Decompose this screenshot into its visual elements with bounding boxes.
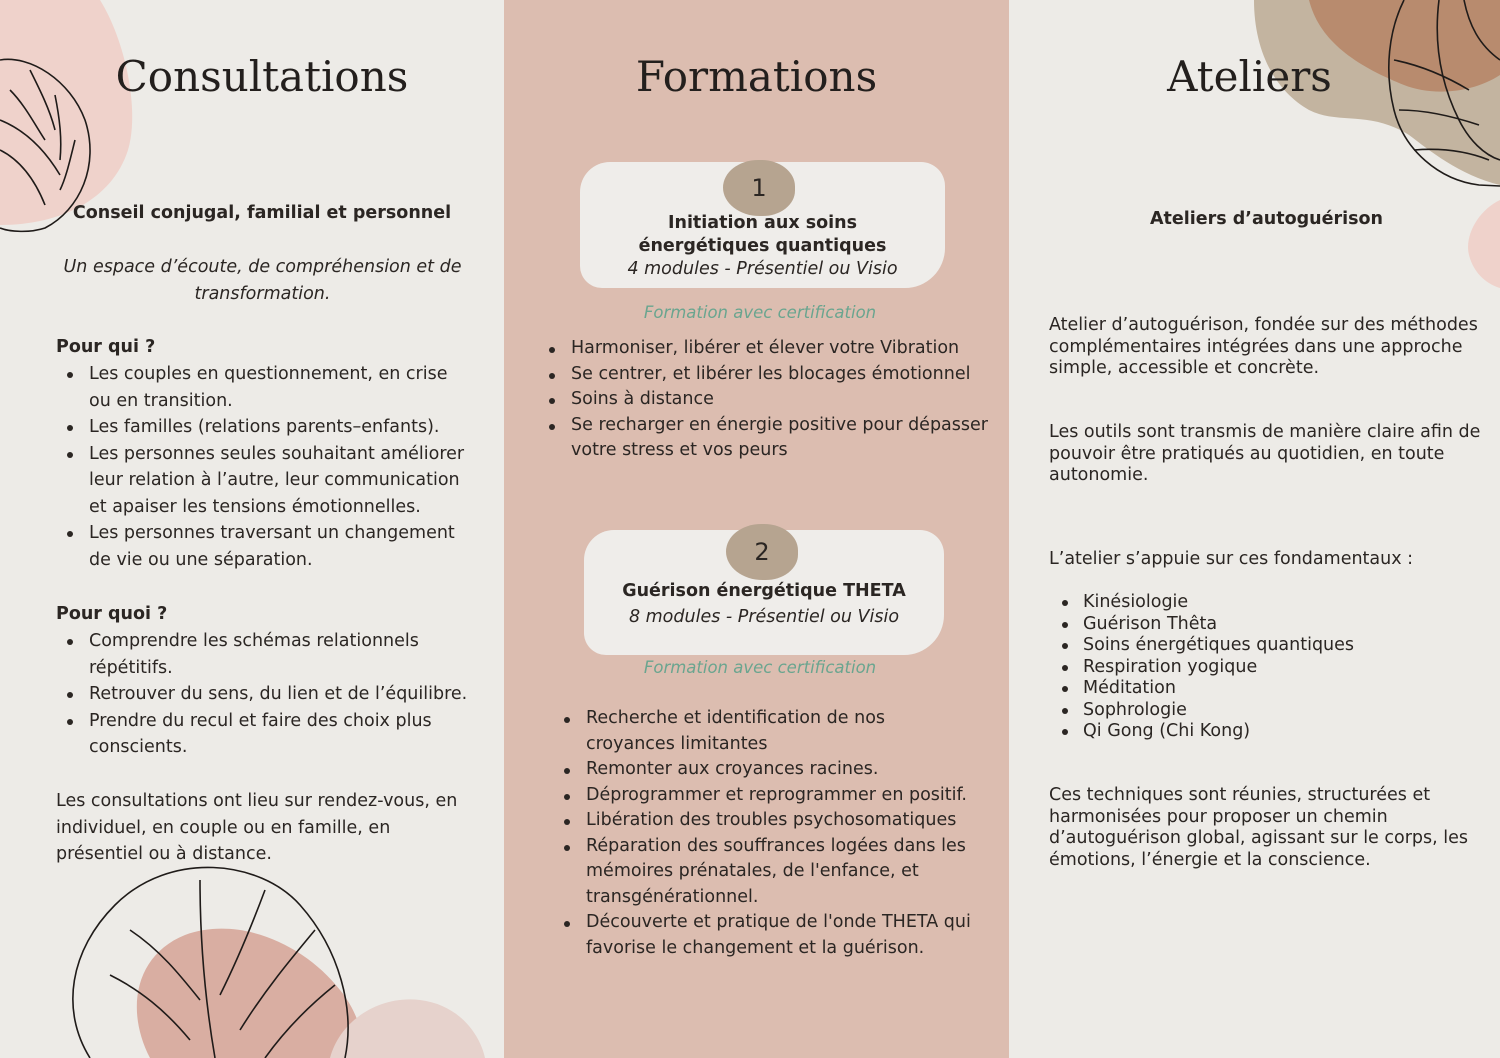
list-item: Harmoniser, libérer et élever votre Vibration — [538, 336, 988, 362]
paragraph: Atelier d’autoguérison, fondée sur des méthodes complémentaires intégrées dans une approche simple, accessible et concrète. — [1049, 315, 1478, 378]
page-title: Consultations — [115, 52, 409, 101]
list-item: Méditation — [1049, 678, 1469, 700]
paragraph: Les outils sont transmis de manière claire afin de pouvoir être pratiqués au quotidien, en toute autonomie. — [1049, 422, 1481, 485]
consultations-footer: Les consultations ont lieu sur rendez-vous, en individuel, en couple ou en famille, en présentiel ou à distance. — [56, 791, 458, 864]
section-subtitle: Conseil conjugal, familial et personnel — [72, 203, 452, 223]
list-item: Se centrer, et libérer les blocages émotionnel — [538, 362, 988, 388]
tagline: Un espace d’écoute, de compréhension et de transformation. — [63, 257, 462, 304]
course-title: Initiation aux soins énergétiques quantiques — [638, 213, 887, 256]
list-item: Kinésiologie — [1049, 592, 1469, 614]
formations-panel — [504, 0, 1009, 1058]
list-item: Découverte et pratique de l'onde THETA qui favorise le changement et la guérison. — [553, 910, 978, 961]
list-item: Les personnes seules souhaitant améliorer leur relation à l’autre, leur communication et apaiser les tensions émotionnelles. — [56, 441, 471, 521]
page-title: Formations — [635, 52, 878, 101]
list-item: Comprendre les schémas relationnels répétitifs. — [56, 628, 471, 681]
list-item: Se recharger en énergie positive pour dépasser votre stress et vos peurs — [538, 413, 988, 464]
course-title: Guérison énergétique THETA — [622, 581, 906, 601]
list-item: Les familles (relations parents–enfants). — [56, 414, 471, 441]
pink-blob-bottom — [137, 929, 362, 1058]
list-item: Retrouver du sens, du lien et de l’équilibre. — [56, 681, 471, 708]
list-item: Sophrologie — [1049, 700, 1469, 722]
course-modules: 4 modules - Présentiel ou Visio — [627, 259, 898, 279]
list-item: Remonter aux croyances racines. — [553, 757, 978, 783]
course-card-2 — [584, 530, 944, 655]
list-item: Qi Gong (Chi Kong) — [1049, 721, 1469, 743]
certification-label: Formation avec certification — [643, 658, 877, 677]
course-number-badge: 2 — [726, 524, 798, 580]
list-item: Les personnes traversant un changement de vie ou une séparation. — [56, 520, 471, 573]
certification-label: Formation avec certification — [643, 303, 877, 322]
paragraph: L’atelier s’appuie sur ces fondamentaux : — [1049, 549, 1414, 569]
page-title: Ateliers — [1167, 52, 1332, 101]
pour-quoi-list — [56, 628, 471, 761]
list-item: Prendre du recul et faire des choix plus conscients. — [56, 708, 471, 761]
course-card-1 — [580, 162, 945, 288]
course-1-list — [538, 336, 988, 464]
ateliers-panel — [1009, 0, 1500, 1058]
course-number-badge: 1 — [723, 160, 795, 216]
list-item: Guérison Thêta — [1049, 614, 1469, 636]
course-2-list — [553, 706, 978, 961]
paragraph: Ces techniques sont réunies, structurées et harmonisées pour proposer un chemin d’autoguérison global, agissant sur le corps, les émotions, l’énergie et la conscience. — [1049, 785, 1469, 870]
pink-blob-top — [0, 0, 132, 225]
list-item: Recherche et identification de nos croyances limitantes — [553, 706, 978, 757]
pour-quoi-heading: Pour quoi ? — [56, 604, 168, 624]
pour-qui-heading: Pour qui ? — [56, 337, 156, 357]
pour-qui-list — [56, 361, 471, 573]
fondamentaux-list — [1049, 592, 1469, 743]
list-item: Réparation des souffrances logées dans les mémoires prénatales, de l'enfance, et transgénérationnel. — [553, 834, 978, 911]
list-item: Libération des troubles psychosomatiques — [553, 808, 978, 834]
list-item: Déprogrammer et reprogrammer en positif. — [553, 783, 978, 809]
light-blob-bottom — [330, 999, 485, 1058]
list-item: Soins énergétiques quantiques — [1049, 635, 1469, 657]
consultations-panel — [0, 0, 504, 1058]
section-subtitle: Ateliers d’autoguérison — [1150, 209, 1383, 229]
list-item: Les couples en questionnement, en crise ou en transition. — [56, 361, 471, 414]
course-modules: 8 modules - Présentiel ou Visio — [628, 607, 900, 627]
leaf-decoration-right — [1009, 0, 1500, 1058]
list-item: Soins à distance — [538, 387, 988, 413]
list-item: Respiration yogique — [1049, 657, 1469, 679]
